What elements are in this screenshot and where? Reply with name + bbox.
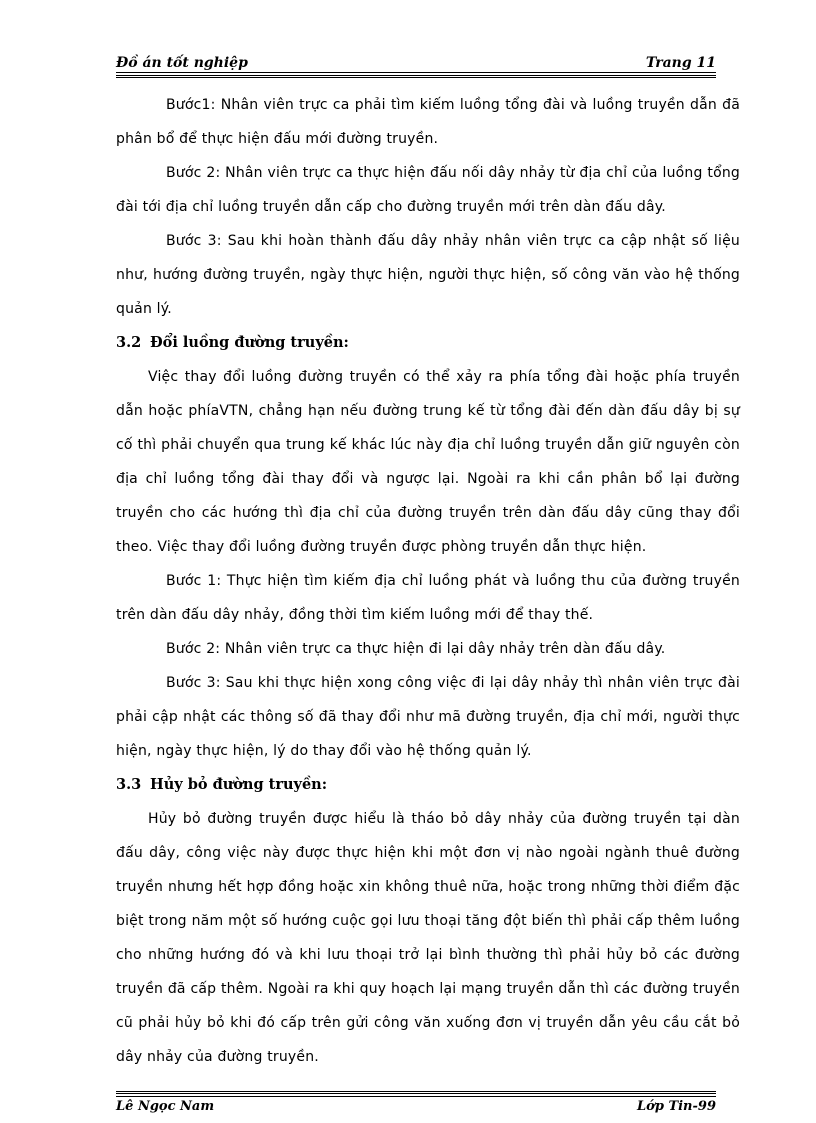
footer-rule (116, 1091, 716, 1097)
section-paragraph: Hủy bỏ đường truyền được hiểu là tháo bỏ dây nhảy của đường truyền tại dàn đấu dây, công việc này được thực hiện khi một đơn vị nào ngoài ngành thuê đường truyền nhưng hết hợp đồng hoặc xin không thuê nữa, hoặc trong những thời điểm đặc biệt trong năm một số hướng cuộc gọi lưu thoại tăng đột biến thì phải cấp thêm luồng cho những hướng đó và khi lưu thoại trở lại bình thường thì phải hủy bỏ các đường truyền đã cấp thêm. Ngoài ra khi quy hoạch lại mạng truyền dẫn thì các đường truyền cũ phải hủy bỏ khi đó cấp trên gửi công văn xuống đơn vị truyền dẫn yêu cầu cắt bỏ dây nhảy của đường truyền. (116, 811, 740, 1065)
section-title: Hủy bỏ đường truyền: (150, 776, 328, 793)
step-paragraph: Bước 1: Thực hiện tìm kiếm địa chỉ luồng phát và luồng thu của đường truyền trên dàn đấu dây nhảy, đồng thời tìm kiếm luồng mới để thay thế. (116, 573, 740, 623)
step-paragraph: Bước1: Nhân viên trực ca phải tìm kiếm luồng tổng đài và luồng truyền dẫn đã phân bổ để thực hiện đấu mới đường truyền. (116, 97, 740, 147)
footer-class: Lớp Tin-99 (637, 1099, 716, 1114)
section-title: Đổi luồng đường truyền: (150, 334, 349, 351)
section-number: 3.2 (116, 334, 142, 351)
header-rule (116, 72, 716, 78)
page-footer (116, 1099, 716, 1119)
header-title: Đồ án tốt nghiệp (116, 55, 248, 71)
step-paragraph: Bước 2: Nhân viên trực ca thực hiện đấu nối dây nhảy từ địa chỉ của luồng tổng đài tới địa chỉ luồng truyền dẫn cấp cho đường truyền mới trên dàn đấu dây. (116, 165, 740, 215)
section-heading-3-3 (116, 768, 740, 802)
section-paragraph: Việc thay đổi luồng đường truyền có thể xảy ra phía tổng đài hoặc phía truyền dẫn hoặc phíaVTN, chẳng hạn nếu đường trung kế từ tổng đài đến dàn đấu dây bị sự cố thì phải chuyển qua trung kế khác lúc này địa chỉ luồng truyền dẫn giữ nguyên còn địa chỉ luồng tổng đài thay đổi và ngược lại. Ngoài ra khi cần phân bổ lại đường truyền cho các hướng thì địa chỉ của đường truyền trên dàn đấu dây cũng thay đổi theo. Việc thay đổi luồng đường truyền được phòng truyền dẫn thực hiện. (116, 369, 740, 555)
footer-author: Lê Ngọc Nam (116, 1099, 215, 1114)
step-paragraph: Bước 3: Sau khi hoàn thành đấu dây nhảy nhân viên trực ca cập nhật số liệu như, hướng đường truyền, ngày thực hiện, người thực hiện, số công văn vào hệ thống quản lý. (116, 233, 740, 317)
section-number: 3.3 (116, 776, 142, 793)
step-paragraph: Bước 2: Nhân viên trực ca thực hiện đi lại dây nhảy trên dàn đấu dây. (166, 641, 666, 657)
step-paragraph: Bước 3: Sau khi thực hiện xong công việc đi lại dây nhảy thì nhân viên trực đài phải cập nhật các thông số đã thay đổi như mã đường truyền, địa chỉ mới, người thực hiện, ngày thực hiện, lý do thay đổi vào hệ thống quản lý. (116, 675, 740, 759)
header-page-number: Trang 11 (645, 55, 716, 71)
section-heading-3-2 (116, 326, 740, 360)
document-body (116, 88, 740, 1074)
